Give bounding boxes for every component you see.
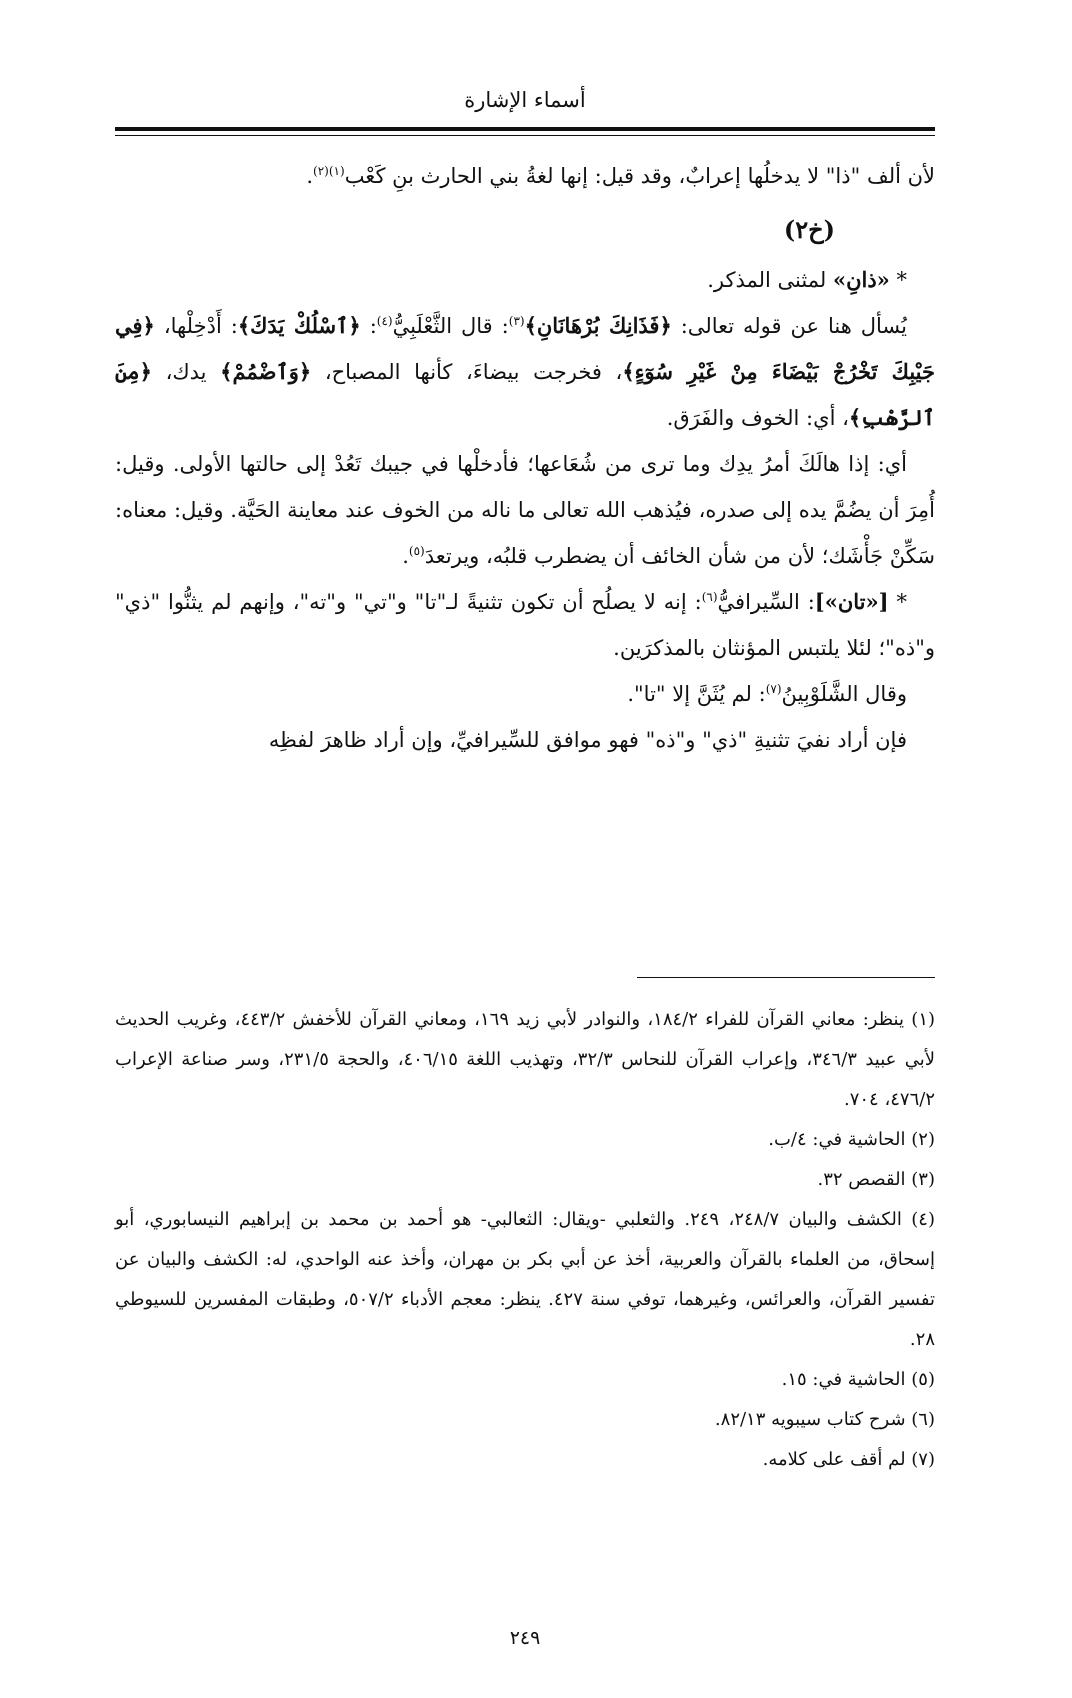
footnote-6: (٦) شرح كتاب سيبويه ٨٢/١٣. — [714, 1409, 935, 1430]
paragraph-3: يُسأل هنا عن قوله تعالى: ﴿فَذَانِكَ بُرْهَانَانِ﴾$^{(٣)}$: قال الثَّعْلَبِيُّ$^{(٤)}$: ﴿ٱسْلُكْ يَدَكَ﴾: أَدْخِلْها، ﴿فِي جَيْبِكَ تَخْرُجْ بَيْضَاءَ مِنْ غَيْرِ سُوٓءٍ﴾، فخرجت بيضاءَ، كأنها المصباح، ﴿وَٱضْمُمْ﴾ يدك، ﴿مِنَ ٱلرَّهْبِ﴾، أي: الخوف والفَرَق. — [115, 313, 935, 430]
paragraph-7: فإن أراد نفيَ تثنيةِ "ذي" و"ذه" فهو موافق للسِّيرافيِّ، وإن أراد ظاهرَ لفظِه — [268, 728, 907, 752]
footnote-7: (٧) لم أقف على كلامه. — [762, 1449, 935, 1470]
running-title: أسماء الإشارة — [464, 88, 586, 112]
quran-quote: ﴿مِنَ ٱلرَّهْبِ﴾ — [115, 359, 935, 430]
footnote-1: (١) ينظر: معاني القرآن للفراء ١٨٤/٢، والنوادر لأبي زيد ١٦٩، ومعاني القرآن للأخفش ٤٤٣/٢، وغريب الحديث لأبي عبيد ٣٤٦/٣، وإعراب القرآن للنحاس ٣٢/٣، وتهذيب اللغة ٤٠٦/١٥، والحجة ٢٣١/٥، وسر صناعة الإعراب ٤٧٦/٢، ٧٠٤. — [115, 1009, 936, 1110]
term-tani: [«تان»] — [814, 589, 889, 614]
main-text — [115, 153, 935, 763]
footnote-ref: (١)(٢) — [313, 164, 345, 178]
header-rule-thick — [115, 127, 935, 131]
footnote-ref: (٧) — [765, 682, 782, 696]
footnote-2: (٢) الحاشية في: ٤/ب. — [768, 1129, 935, 1150]
term-dhani: «ذانِ» — [832, 267, 890, 292]
footnote-separator — [637, 977, 935, 978]
footnote-5: (٥) الحاشية في: ١٥. — [781, 1369, 935, 1390]
footnote-ref: (٦) — [701, 590, 718, 604]
quran-quote: ﴿فِي جَيْبِكَ تَخْرُجْ بَيْضَاءَ مِنْ غَيْرِ سُوٓءٍ﴾ — [115, 313, 935, 384]
paragraph-1: لأن ألف "ذا" لا يدخلُها إعرابٌ، وقد قيل: إنها لغةُ بني الحارث بنِ كَعْب$^{(١)(٢)}$. — [306, 164, 935, 188]
paragraph-6: وقال الشَّلَوْبِينُ$^{(٧)}$: لم يُثَنَّ إلا "تا". — [627, 682, 907, 706]
footnote-ref: (٥) — [408, 544, 425, 558]
footnote-4: (٤) الكشف والبيان ٢٤٨/٧، ٢٤٩. والثعلبي -ويقال: الثعالبي- هو أحمد بن محمد بن إبراهيم النيسابوري، أبو إسحاق، من العلماء بالقرآن والعربية، أخذ عن أبي بكر بن مهران، وأخذ عنه الواحدي، له: الكشف والبيان عن تفسير القرآن، والعرائس، وغيرهما، توفي سنة ٤٢٧. ينظر: معجم الأدباء ٥٠٧/٢، وطبقات المفسرين للسيوطي ٢٨. — [115, 1209, 935, 1350]
footnote-ref: (٤) — [376, 314, 393, 328]
paragraph-2: * «ذانِ» لمثنى المذكر. — [707, 267, 907, 292]
paragraph-4: أي: إذا هالَكَ أمرُ يدِك وما ترى من شُعَاعها؛ فأدخلْها في جيبك تَعُدْ إلى حالتها الأولى. وقيل: أُمِرَ أن يضُمَّ يده إلى صدره، فيُذهب الله تعالى ما ناله من الخوف عند معاينة الحَيَّة. وقيل: معناه: سَكِّنْ جَأْشَك؛ لأن من شأن الخائف أن يضطرب قلبُه، ويرتعدَ$^{(٥)}$. — [115, 452, 935, 568]
header-rule-thin — [115, 135, 935, 136]
page-number: ٢٤٩ — [509, 1627, 541, 1649]
section-tag: (خ٢) — [783, 215, 835, 244]
quran-quote: ﴿ٱسْلُكْ يَدَكَ﴾ — [237, 313, 361, 338]
footnotes — [115, 1000, 935, 1480]
footnote-3: (٣) القصص ٣٢. — [817, 1169, 935, 1190]
footnote-ref: (٣) — [508, 314, 525, 328]
quran-quote: ﴿وَٱضْمُمْ﴾ — [220, 359, 312, 384]
quran-quote: ﴿فَذَانِكَ بُرْهَانَانِ﴾ — [524, 313, 672, 338]
paragraph-5: * [«تان»]: السِّيرافيُّ$^{(٦)}$: إنه لا يصلُح أن تكون تثنيةً لـ"تا" و"تي" و"ته"، وإنهم لم يثنُّوا "ذي" و"ذه"؛ لئلا يلتبس المؤنثان بالمذكرَين. — [115, 589, 935, 660]
